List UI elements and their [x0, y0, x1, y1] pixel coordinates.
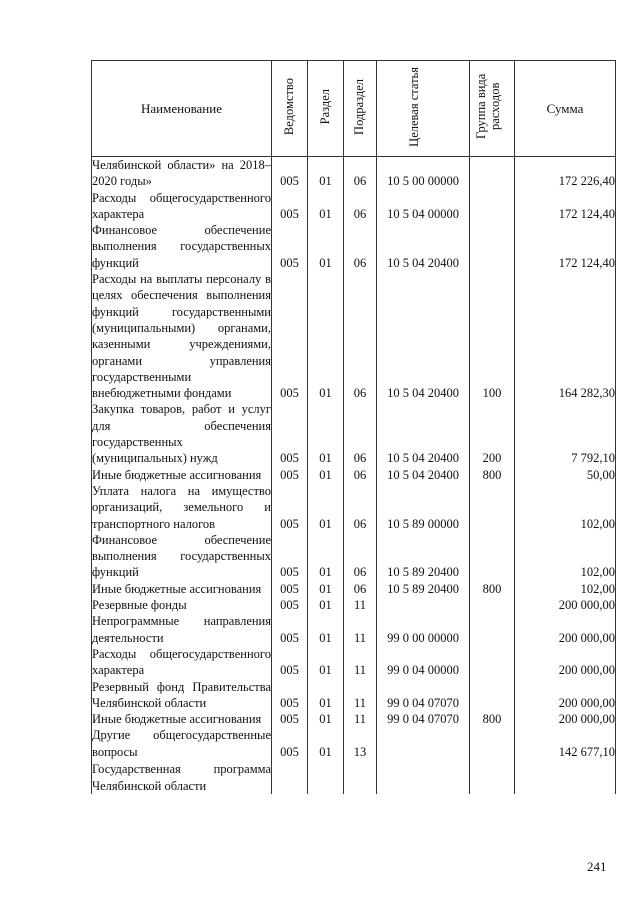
row-name: Расходы общегосударственного характера [92, 190, 271, 221]
row-name: Иные бюджетные ассигнования [92, 711, 272, 727]
row-group [470, 532, 515, 581]
header-dept [272, 61, 308, 157]
header-name: Наименование [92, 61, 272, 157]
row-section: 01 [308, 727, 344, 760]
row-dept: 005 [272, 597, 308, 613]
row-target [377, 760, 470, 794]
row-name: Уплата налога на имущество организаций, земельного и транспортного налогов [92, 483, 271, 531]
row-subsection: 11 [344, 646, 377, 679]
row-subsection: 06 [344, 483, 377, 532]
row-target: 10 5 89 20400 [377, 532, 470, 581]
header-group-label: Группа вида расходов [474, 73, 502, 140]
row-subsection: 11 [344, 679, 377, 712]
row-subsection: 06 [344, 271, 377, 401]
row-name: Расходы на выплаты персоналу в целях обеспечения выполнения функций государственными (муниципальными) органами, казенными учреждениями, органами управления государственными внебюджетными фондами [92, 272, 271, 401]
row-name: Резервный фонд Правительства Челябинской области [92, 679, 271, 710]
row-subsection: 06 [344, 532, 377, 581]
row-section: 01 [308, 401, 344, 466]
row-dept: 005 [272, 157, 308, 190]
row-dept: 005 [272, 190, 308, 223]
table-row [92, 727, 616, 760]
header-target-label: Целевая статья [407, 66, 421, 147]
row-dept [272, 760, 308, 794]
table-row [92, 532, 616, 581]
row-target: 10 5 04 20400 [377, 401, 470, 466]
row-subsection [344, 760, 377, 794]
table-row [92, 613, 616, 646]
header-sum: Сумма [515, 61, 616, 157]
row-group [470, 190, 515, 223]
row-subsection: 06 [344, 222, 377, 271]
row-target: 10 5 04 20400 [377, 271, 470, 401]
row-target: 99 0 00 00000 [377, 613, 470, 646]
row-sum: 102,00 [515, 483, 616, 532]
budget-table [91, 60, 616, 794]
row-dept: 005 [272, 483, 308, 532]
row-dept: 005 [272, 679, 308, 712]
row-subsection: 11 [344, 597, 377, 613]
row-section: 01 [308, 646, 344, 679]
row-section: 01 [308, 483, 344, 532]
row-subsection: 11 [344, 613, 377, 646]
row-dept: 005 [272, 727, 308, 760]
header-section [308, 61, 344, 157]
table-row [92, 760, 616, 794]
row-name: Финансовое обеспечение выполнения государственных функций [92, 223, 271, 270]
header-subsection-label: Подраздел [352, 78, 367, 135]
row-name: Челябинской области» на 2018–2020 годы» [92, 158, 271, 189]
row-dept: 005 [272, 646, 308, 679]
row-dept: 005 [272, 711, 308, 727]
row-target: 99 0 04 00000 [377, 646, 470, 679]
table-row [92, 597, 616, 613]
header-section-label: Раздел [317, 88, 332, 125]
row-sum: 102,00 [515, 581, 616, 597]
table-row [92, 581, 616, 597]
row-target: 10 5 04 20400 [377, 222, 470, 271]
row-sum: 172 226,40 [515, 157, 616, 190]
table-body [92, 157, 616, 794]
row-group: 800 [470, 467, 515, 483]
row-section: 01 [308, 613, 344, 646]
row-group [470, 679, 515, 712]
row-group [470, 222, 515, 271]
row-sum: 200 000,00 [515, 597, 616, 613]
row-target: 10 5 89 00000 [377, 483, 470, 532]
row-subsection: 06 [344, 467, 377, 483]
row-sum: 50,00 [515, 467, 616, 483]
row-sum: 200 000,00 [515, 711, 616, 727]
row-group: 100 [470, 271, 515, 401]
row-target: 10 5 89 20400 [377, 581, 470, 597]
row-group [470, 597, 515, 613]
row-target [377, 727, 470, 760]
row-section: 01 [308, 532, 344, 581]
table-header-row [92, 61, 616, 157]
row-group [470, 646, 515, 679]
row-subsection: 06 [344, 157, 377, 190]
row-subsection: 06 [344, 401, 377, 466]
row-target: 10 5 04 20400 [377, 467, 470, 483]
table-row [92, 467, 616, 483]
row-sum: 7 792,10 [515, 401, 616, 466]
row-target: 99 0 04 07070 [377, 711, 470, 727]
row-group [470, 483, 515, 532]
row-sum: 164 282,30 [515, 271, 616, 401]
row-name: Закупка товаров, работ и услуг для обеспечения государственных (муниципальных) нужд [92, 402, 271, 466]
row-group [470, 157, 515, 190]
row-target: 10 5 04 00000 [377, 190, 470, 223]
header-subsection [344, 61, 377, 157]
row-dept: 005 [272, 467, 308, 483]
row-subsection: 11 [344, 711, 377, 727]
row-sum: 200 000,00 [515, 646, 616, 679]
row-name: Другие общегосударственные вопросы [92, 728, 271, 759]
row-dept: 005 [272, 532, 308, 581]
table-row [92, 646, 616, 679]
row-subsection: 06 [344, 581, 377, 597]
row-sum [515, 760, 616, 794]
row-name: Иные бюджетные ассигнования [92, 581, 272, 597]
row-dept: 005 [272, 581, 308, 597]
row-group [470, 727, 515, 760]
table-row [92, 190, 616, 223]
row-section: 01 [308, 679, 344, 712]
row-target [377, 597, 470, 613]
row-section: 01 [308, 271, 344, 401]
row-name: Расходы общегосударственного характера [92, 646, 271, 678]
row-section: 01 [308, 157, 344, 190]
row-dept: 005 [272, 222, 308, 271]
row-subsection: 13 [344, 727, 377, 760]
row-target: 10 5 00 00000 [377, 157, 470, 190]
row-name: Иные бюджетные ассигнования [92, 467, 272, 483]
row-dept: 005 [272, 613, 308, 646]
header-dept-label: Ведомство [281, 77, 296, 136]
row-dept: 005 [272, 271, 308, 401]
row-group: 200 [470, 401, 515, 466]
row-name: Резервные фонды [92, 597, 272, 613]
row-section: 01 [308, 190, 344, 223]
header-target [377, 61, 470, 157]
row-section [308, 760, 344, 794]
table-row [92, 222, 616, 271]
row-section: 01 [308, 711, 344, 727]
row-section: 01 [308, 222, 344, 271]
table-row [92, 711, 616, 727]
row-group [470, 760, 515, 794]
row-dept: 005 [272, 401, 308, 466]
table-row [92, 271, 616, 401]
row-section: 01 [308, 597, 344, 613]
table-row [92, 483, 616, 532]
row-sum: 172 124,40 [515, 190, 616, 223]
table-row [92, 157, 616, 190]
row-name: Непрограммные направления деятельности [92, 614, 271, 645]
row-group: 800 [470, 581, 515, 597]
row-sum: 200 000,00 [515, 613, 616, 646]
row-target: 99 0 04 07070 [377, 679, 470, 712]
row-sum: 172 124,40 [515, 222, 616, 271]
table-row [92, 679, 616, 712]
row-sum: 200 000,00 [515, 679, 616, 712]
row-sum: 142 677,10 [515, 727, 616, 760]
row-section: 01 [308, 581, 344, 597]
row-group: 800 [470, 711, 515, 727]
row-sum: 102,00 [515, 532, 616, 581]
page-number: 241 [587, 859, 607, 874]
row-name: Финансовое обеспечение выполнения государственных функций [92, 532, 271, 580]
row-group [470, 613, 515, 646]
row-name: Государственная программа Челябинской области [92, 760, 272, 794]
header-group [470, 61, 515, 157]
row-section: 01 [308, 467, 344, 483]
table-row [92, 401, 616, 466]
row-subsection: 06 [344, 190, 377, 223]
